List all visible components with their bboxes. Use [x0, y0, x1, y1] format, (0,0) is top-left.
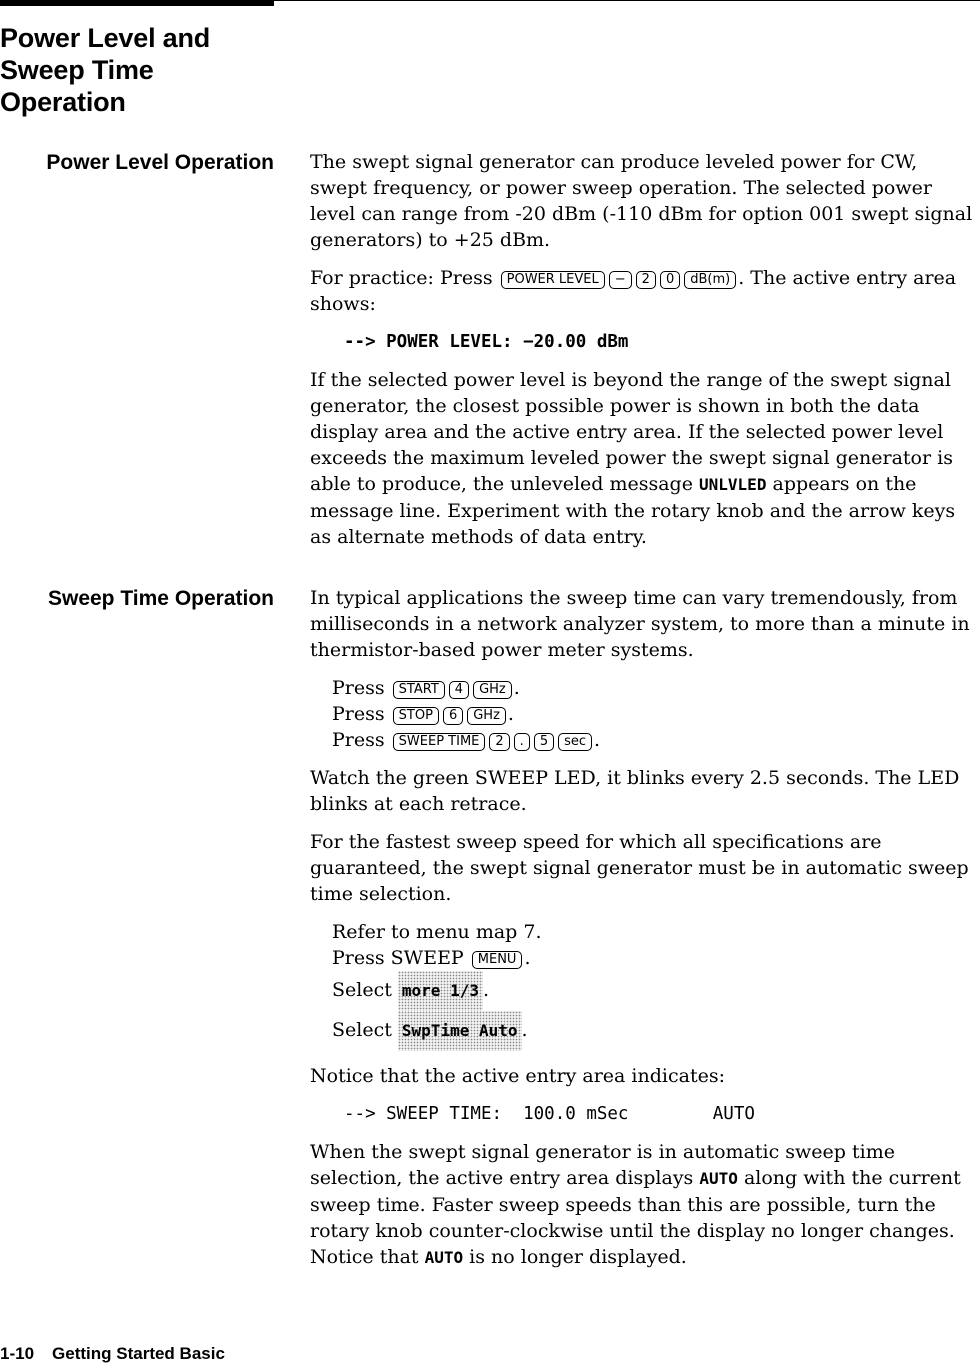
digit-2-key[interactable]: 2: [636, 271, 656, 289]
sweep-time-key[interactable]: SWEEP TIME: [393, 733, 486, 751]
practice-prefix: For practice: Press: [310, 267, 493, 289]
unlvled-message: UNLVLED: [699, 475, 767, 494]
auto-text-1: When the swept signal generator is in automatic sweep time selection, the active entry area displays: [310, 1141, 895, 1189]
step-sweep-menu: Press SWEEP MENU .: [332, 947, 531, 969]
digit-0-key[interactable]: 0: [660, 271, 680, 289]
sweep-display-line: --> SWEEP TIME: 100.0 mSec AUTO: [344, 1104, 755, 1124]
auto-indicator: AUTO: [424, 1248, 464, 1267]
press-label: Press: [332, 677, 385, 699]
practice-suffix: . The active entry area shows:: [310, 267, 957, 315]
step-sweep-time: Press SWEEP TIME 2 . 5 sec .: [332, 729, 601, 751]
power-practice-paragraph: [310, 265, 978, 317]
step-select-swptime: Select SwpTime Auto .: [332, 1011, 978, 1051]
auto-sweep-paragraph: [310, 1139, 978, 1271]
menu-key[interactable]: MENU: [472, 951, 523, 969]
fastest-sweep-paragraph: For the fastest sweep speed for which all specifications are guaranteed, the swept signal generator must be in automatic sweep time selection.: [310, 831, 969, 905]
chapter-title-line: Power Level and: [0, 23, 211, 53]
sweep-time-body: [310, 585, 978, 1283]
page-footer: [0, 1344, 225, 1364]
refer-menu-map: Refer to menu map 7.: [332, 921, 542, 943]
digit-4-key[interactable]: 4: [449, 681, 469, 699]
press-label: Press: [332, 703, 385, 725]
notice-paragraph: Notice that the active entry area indicates:: [310, 1065, 725, 1087]
ghz-key[interactable]: GHz: [473, 681, 512, 699]
power-level-key[interactable]: POWER LEVEL: [501, 271, 605, 289]
sec-key[interactable]: sec: [558, 733, 592, 751]
power-intro-paragraph: The swept signal generator can produce leveled power for CW, swept frequency, or power sweep operation. The selected power level can range from -20 dBm (-110 dBm for option 001 swept signal generators) to +25 dBm.: [310, 151, 973, 251]
digit-5-key[interactable]: 5: [534, 733, 554, 751]
power-level-body: [310, 149, 978, 562]
header-rule-thin: [274, 0, 980, 1]
press-label: Press: [332, 729, 385, 751]
dbm-key[interactable]: dB(m): [684, 271, 736, 289]
ghz-key[interactable]: GHz: [467, 707, 506, 725]
minus-key[interactable]: −: [609, 271, 632, 289]
header-rule-thick: [0, 0, 274, 6]
power-range-paragraph: [310, 367, 978, 550]
select-label: Select: [332, 979, 392, 1001]
sweep-intro-paragraph: In typical applications the sweep time can vary tremendously, from milliseconds in a network analyzer system, to more than a minute in thermistor-based power meter systems.: [310, 587, 970, 661]
select-label: Select: [332, 1019, 392, 1041]
step-select-more: Select more 1/3 .: [332, 971, 978, 1011]
more-softkey[interactable]: more 1/3: [398, 971, 483, 1011]
start-key[interactable]: START: [393, 681, 445, 699]
page-number: 1-10: [0, 1344, 35, 1363]
sweep-time-heading: Sweep Time Operation: [47, 587, 274, 610]
step-stop: Press STOP 6 GHz .: [332, 703, 514, 725]
chapter-title-line: Operation: [0, 87, 126, 117]
step-start: Press START 4 GHz .: [332, 677, 520, 699]
swptime-auto-softkey[interactable]: SwpTime Auto: [398, 1011, 522, 1051]
auto-text-3: is no longer displayed.: [469, 1246, 687, 1268]
chapter-title: [0, 22, 300, 118]
power-display-line: --> POWER LEVEL: −20.00 dBm: [344, 332, 629, 352]
auto-indicator: AUTO: [699, 1169, 738, 1188]
auto-sweep-steps: [310, 919, 978, 1051]
power-range-text-1: If the selected power level is beyond the range of the swept signal generator, the closest possible power is shown in both the data display area and the active entry area. If the selected power level exceeds the maximum leveled power the swept signal generator is able to produce, the unleveled message: [310, 369, 953, 495]
stop-key[interactable]: STOP: [393, 707, 439, 725]
auto-text-2: along with the current sweep time. Faster sweep speeds than this are possible, turn the rotary knob counter-clockwise until the display no longer changes. Notice that: [310, 1167, 961, 1268]
footer-section: Getting Started Basic: [52, 1344, 225, 1363]
chapter-title-line: Sweep Time: [0, 55, 154, 85]
power-level-heading: Power Level Operation: [46, 151, 274, 174]
press-sweep-label: Press SWEEP: [332, 947, 464, 969]
digit-6-key[interactable]: 6: [443, 707, 463, 725]
watch-led-paragraph: Watch the green SWEEP LED, it blinks every 2.5 seconds. The LED blinks at each retrace.: [310, 767, 960, 815]
decimal-point-key[interactable]: .: [514, 733, 530, 751]
power-range-text-2: appears on the message line. Experiment with the rotary knob and the arrow keys as alternate methods of data entry.: [310, 473, 956, 548]
sweep-setup-steps: [310, 675, 978, 753]
digit-2-key[interactable]: 2: [489, 733, 509, 751]
